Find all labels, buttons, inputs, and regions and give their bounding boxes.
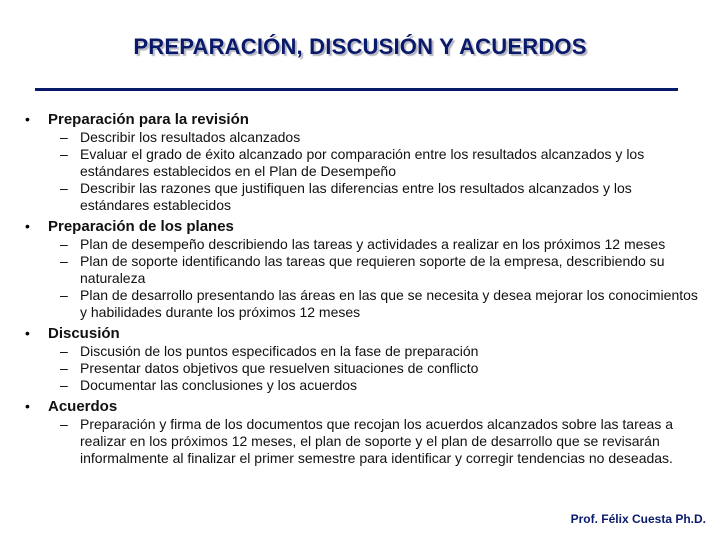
bullet-item — [20, 324, 710, 394]
bullet-heading: Discusión — [48, 325, 120, 342]
title-underline — [35, 88, 678, 91]
bullet-item — [20, 110, 710, 214]
sub-bullet-item — [60, 343, 700, 360]
dash-marker: – — [60, 146, 68, 162]
sub-bullet-item — [60, 146, 700, 180]
sub-bullet-text: Describir los resultados alcanzados — [80, 129, 301, 145]
sub-bullet-item — [60, 253, 700, 287]
author-footer: Prof. Félix Cuesta Ph.D. — [570, 512, 706, 526]
sub-bullet-item — [60, 236, 700, 253]
bullet-heading: Acuerdos — [48, 398, 118, 415]
bullet-heading: Preparación para la revisión — [48, 111, 249, 128]
sub-bullet-text: Preparación y firma de los documentos que recojan los acuerdos alcanzados sobre las tareas a realizar en los próximos 12 meses, el plan de soporte y el plan de desarrollo que se revisarán informalmente al finalizar el primer semestre para identificar y corregir tendencias no deseadas. — [80, 416, 673, 466]
bullet-item — [20, 217, 710, 321]
sub-bullet-item — [60, 416, 700, 467]
dash-marker: – — [60, 287, 68, 303]
sub-bullet-item — [60, 129, 700, 146]
bullet-item — [20, 397, 710, 467]
bullet-marker: • — [25, 398, 30, 414]
dash-marker: – — [60, 129, 68, 145]
sub-bullet-text: Evaluar el grado de éxito alcanzado por comparación entre los resultados alcanzados y los estándares establecidos en el Plan de Desempeño — [80, 146, 645, 179]
bullet-marker: • — [25, 218, 30, 234]
sub-bullet-text: Presentar datos objetivos que resuelven situaciones de conflicto — [80, 360, 479, 376]
bullet-marker: • — [25, 325, 30, 341]
dash-marker: – — [60, 236, 68, 252]
dash-marker: – — [60, 377, 68, 393]
sub-bullet-text: Describir las razones que justifiquen las diferencias entre los resultados alcanzados y los estándares establecidos — [80, 180, 632, 213]
slide-title: PREPARACIÓN, DISCUSIÓN Y ACUERDOS — [133, 34, 587, 59]
sub-bullet-item — [60, 377, 700, 394]
dash-marker: – — [60, 343, 68, 359]
sub-bullet-item — [60, 360, 700, 377]
bullet-marker: • — [25, 111, 30, 127]
sub-bullet-text: Plan de desempeño describiendo las tareas y actividades a realizar en los próximos 12 meses — [80, 236, 666, 252]
bullet-heading: Preparación de los planes — [48, 218, 234, 235]
sub-bullet-text: Discusión de los puntos especificados en la fase de preparación — [80, 343, 479, 359]
dash-marker: – — [60, 416, 68, 432]
sub-bullet-text: Plan de soporte identificando las tareas que requieren soporte de la empresa, describiendo su naturaleza — [80, 253, 665, 286]
sub-bullet-item — [60, 287, 700, 321]
bullet-list — [20, 110, 710, 467]
dash-marker: – — [60, 253, 68, 269]
sub-bullet-item — [60, 180, 700, 214]
dash-marker: – — [60, 180, 68, 196]
sub-bullet-text: Documentar las conclusiones y los acuerdos — [80, 377, 358, 393]
sub-bullet-text: Plan de desarrollo presentando las áreas en las que se necesita y desea mejorar los conocimientos y habilidades durante los próximos 12 meses — [80, 287, 698, 320]
dash-marker: – — [60, 360, 68, 376]
